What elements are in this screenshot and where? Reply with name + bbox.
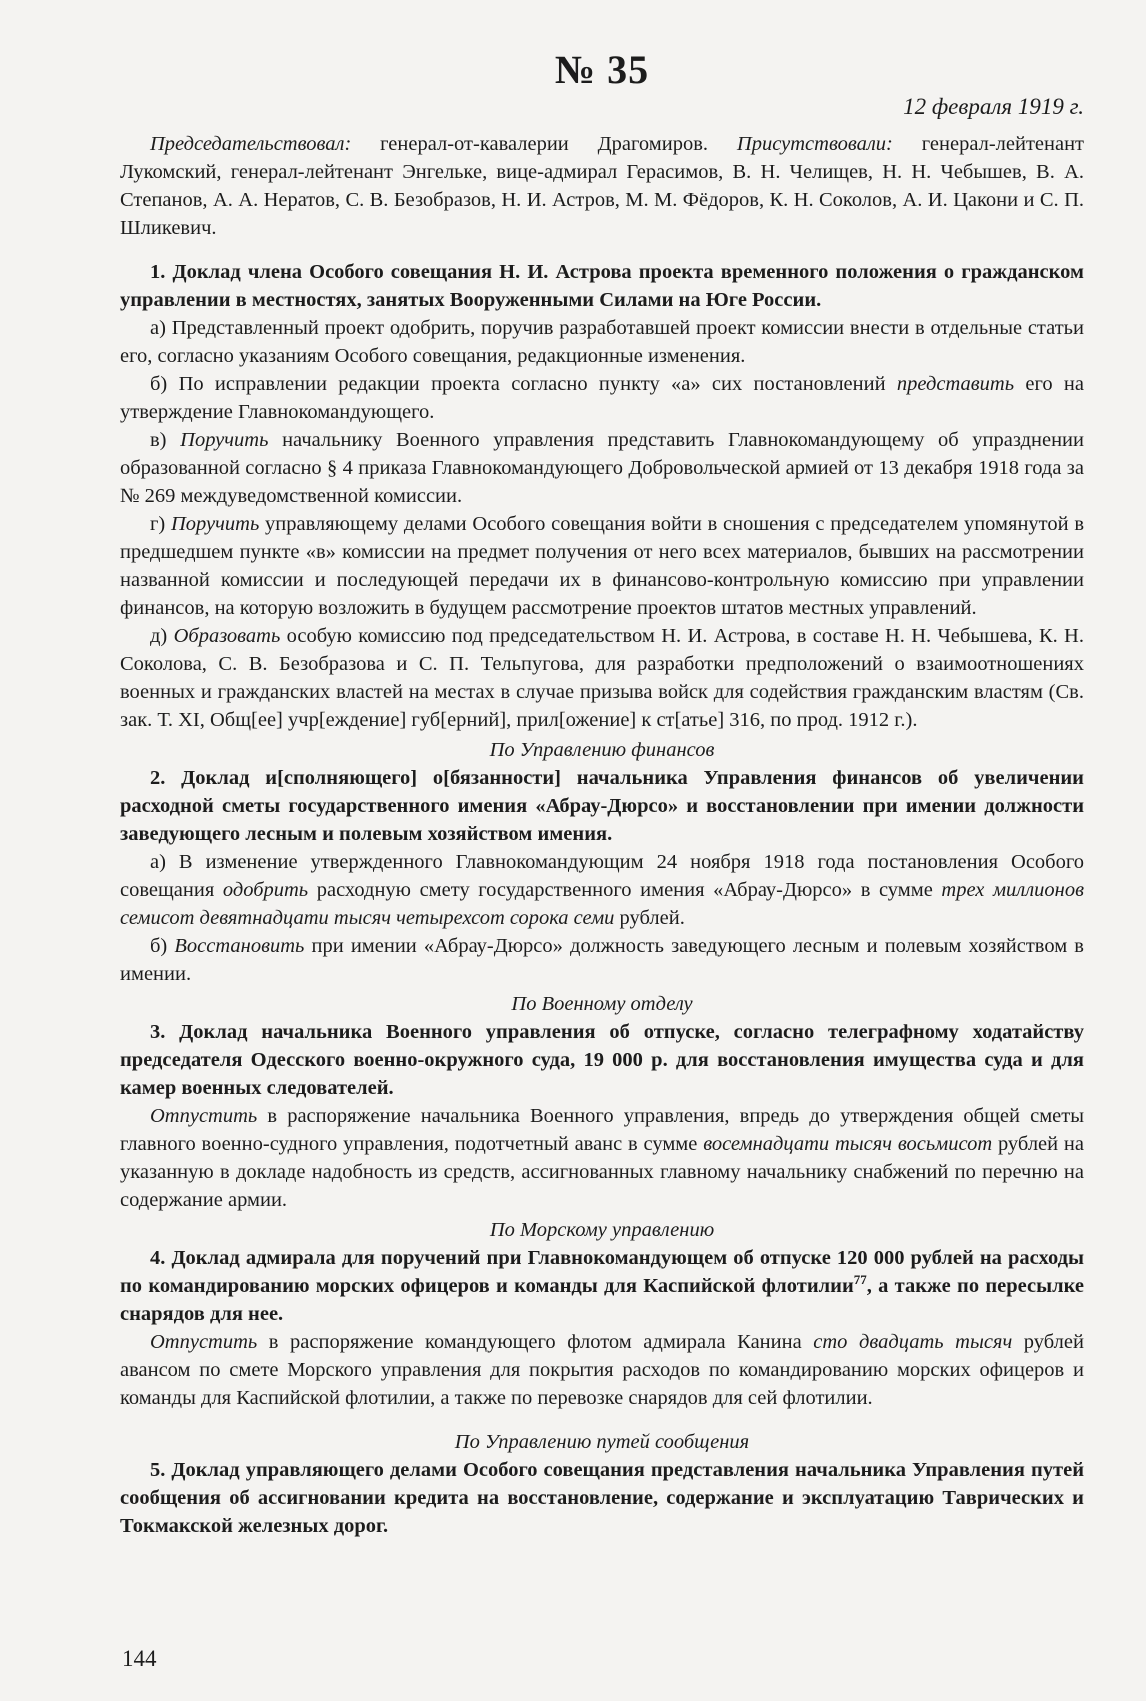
item-1-b-tail: его на утверждение Главнокомандующего. bbox=[120, 373, 1084, 423]
item-3-emph-2: восемнадцати тысяч восьмисот bbox=[703, 1133, 993, 1155]
section-finance-heading: По Управлению финансов bbox=[489, 739, 715, 761]
item-4-heading-tail: , а также по пересылке снарядов для нее. bbox=[120, 1275, 1085, 1325]
item-5-heading: 5. Доклад управляющего делами Особого совещания представления начальника Управления путей сообщения об ассигновании кредита на восстановление, содержание и эксплуатацию Таврических и Токмакской железных дорог. bbox=[120, 1459, 1084, 1537]
item-4-text-1: в распоряжение командующего флотом адмирала Канина bbox=[257, 1331, 814, 1353]
footnote-marker: 77 bbox=[853, 1272, 867, 1288]
item-4-emph-2: сто двадцать тысяч bbox=[813, 1331, 1013, 1353]
item-1-d-emph: Образовать bbox=[173, 625, 281, 647]
item-2-a-text: а) В изменение утвержденного Главнокомандующим 24 ноября 1918 года постановления Особого совещания bbox=[120, 851, 1084, 901]
section-naval-heading: По Морскому управлению bbox=[489, 1219, 715, 1241]
present-text: генерал-лейтенант Лукомский, генерал-лейтенант Энгельке, вице-адмирал Герасимов, В. Н. Челищев, Н. Н. Чебышев, В. А. Степанов, А. А. Нератов, С. В. Безобразов, Н. И. Астров, М. М. Фёдоров, К. Н. Соколов, А. И. Цакони и С. П. Шликевич. bbox=[120, 133, 1085, 239]
item-2-b-prefix: б) bbox=[150, 935, 175, 957]
item-2-b-text: при имении «Абрау-Дюрсо» должность заведующего лесным и полевым хозяйством в имении. bbox=[120, 935, 1084, 985]
item-1-g-prefix: г) bbox=[150, 513, 171, 535]
item-1-b-emph: представить bbox=[896, 373, 1015, 395]
item-3-emph-1: Отпустить bbox=[150, 1105, 258, 1127]
item-3-text-1: в распоряжение начальника Военного управления, впредь до утверждения общей сметы главного военно-судного управления, подотчетный аванс в сумме bbox=[120, 1105, 1084, 1155]
item-1-v bbox=[120, 426, 1084, 510]
item-3-heading: 3. Доклад начальника Военного управления об отпуске, согласно телеграфному ходатайству председателя Одесского военно-окружного суда, 19 000 р. для восстановления имущества суда и для камер военных следователей. bbox=[120, 1021, 1084, 1099]
item-1-b bbox=[120, 370, 1084, 426]
item-2-a-emph-2: трех миллионов семисот девятнадцати тысяч четырехсот сорока семи bbox=[120, 879, 1085, 929]
chaired-label: Председательствовал: bbox=[150, 133, 352, 155]
section-transport-heading: По Управлению путей сообщения bbox=[454, 1431, 750, 1453]
item-2-b bbox=[120, 932, 1084, 988]
item-1-v-emph: Поручить bbox=[180, 429, 269, 451]
item-1-g bbox=[120, 510, 1084, 622]
item-4-text-2: рублей авансом по смете Морского управления для покрытия расходов по командированию морских офицеров и команды для Каспийской флотилии, а также по перевозке снарядов для сей флотилии. bbox=[120, 1331, 1084, 1409]
document-number: № 35 bbox=[554, 47, 650, 92]
item-2-a-emph-1: одобрить bbox=[222, 879, 309, 901]
item-4-emph-1: Отпустить bbox=[150, 1331, 258, 1353]
attendance-paragraph bbox=[120, 130, 1084, 242]
item-1-g-emph: Поручить bbox=[171, 513, 260, 535]
present-label: Присутствовали: bbox=[736, 133, 893, 155]
item-2-b-emph: Восстановить bbox=[174, 935, 305, 957]
item-4-heading bbox=[120, 1244, 1084, 1328]
item-1-v-text: начальнику Военного управления представить Главнокомандующему об упразднении образованной согласно § 4 приказа Главнокомандующего Добровольческой армией от 13 декабря 1918 года за № 269 междуведомственной комиссии. bbox=[120, 429, 1084, 507]
item-3-decision bbox=[120, 1102, 1084, 1214]
item-4-heading-text: 4. Доклад адмирала для поручений при Главнокомандующем об отпуске 120 000 рублей на расходы по командированию морских офицеров и команды для Каспийской флотилии bbox=[120, 1247, 1084, 1297]
item-1-a: а) Представленный проект одобрить, поручив разработавшей проект комиссии внести в отдельные статьи его, согласно указаниям Особого совещания, редакционные изменения. bbox=[120, 317, 1084, 367]
item-3-text-2: рублей на указанную в докладе надобность из средств, ассигнованных главному начальнику снабжений по перечню на содержание армии. bbox=[120, 1133, 1084, 1211]
page-number: 144 bbox=[122, 1646, 157, 1671]
item-1-heading: 1. Доклад члена Особого совещания Н. И. Астрова проекта временного положения о гражданском управлении в местностях, занятых Вооруженными Силами на Юге России. bbox=[120, 261, 1084, 311]
item-1-d-text: особую комиссию под председательством Н. И. Астрова, в составе Н. Н. Чебышева, К. Н. Соколова, С. В. Безобразова и С. П. Тельпугова, для разработки предположений о взаимоотношениях военных и гражданских властей на местах в случае призыва войск для содействия гражданским властям (Св. зак. Т. XI, Общ[ее] учр[еждение] губ[ерний], прил[ожение] к ст[атье] 316, по прод. 1912 г.). bbox=[120, 625, 1084, 731]
chaired-text: генерал-от-кавалерии Драгомиров. bbox=[351, 133, 737, 155]
item-1-d bbox=[120, 622, 1084, 734]
item-2-a-mid: расходную смету государственного имения «Абрау-Дюрсо» в сумме bbox=[308, 879, 942, 901]
section-military-heading: По Военному отделу bbox=[511, 993, 693, 1015]
item-2-a-tail: рублей. bbox=[614, 907, 685, 929]
document-date: 12 февраля 1919 г. bbox=[903, 94, 1084, 119]
item-2-a bbox=[120, 848, 1084, 932]
item-4-decision bbox=[120, 1328, 1084, 1412]
item-2-heading: 2. Доклад и[сполняющего] о[бязанности] начальника Управления финансов об увеличении расходной сметы государственного имения «Абрау-Дюрсо» и восстановлении при имении должности заведующего лесным и полевым хозяйством имения. bbox=[120, 767, 1084, 845]
item-1-b-text: б) По исправлении редакции проекта согласно пункту «а» сих постановлений bbox=[150, 373, 897, 395]
item-1-d-prefix: д) bbox=[150, 625, 174, 647]
item-1-v-prefix: в) bbox=[150, 429, 181, 451]
item-1-g-text: управляющему делами Особого совещания войти в сношения с председателем упомянутой в предшедшем пункте «в» комиссии на предмет получения от него всех материалов, бывших на рассмотрении названной комиссии и последующей передачи их в финансово-контрольную комиссию при управлении финансов, на которую возложить в будущем рассмотрение проектов штатов местных управлений. bbox=[120, 513, 1084, 619]
